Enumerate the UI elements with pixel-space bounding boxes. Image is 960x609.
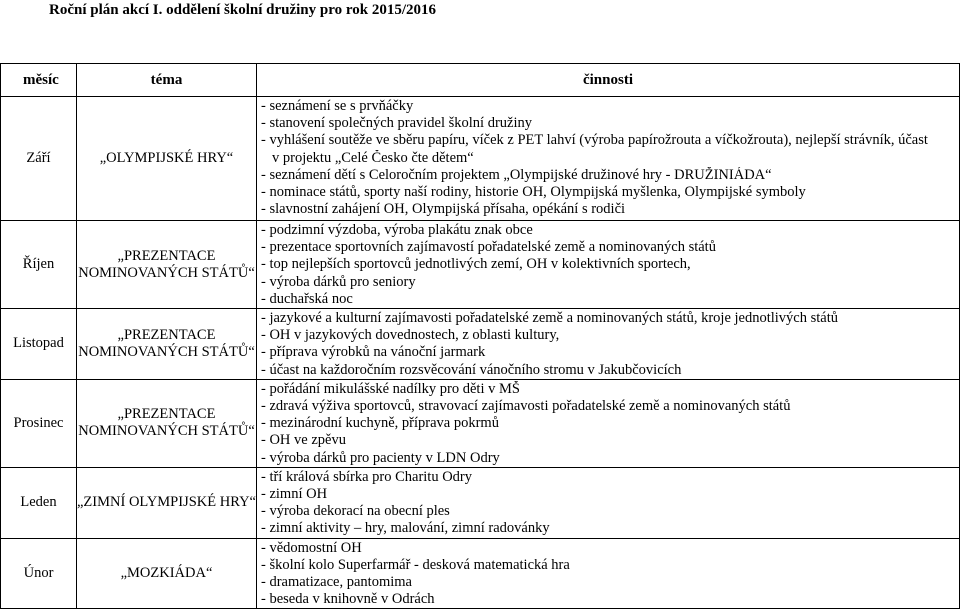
activity-item: - beseda v knihovně v Odrách — [261, 591, 435, 608]
activity-item: - podzimní výzdoba, výroba plakátu znak obce — [261, 222, 533, 238]
activity-item: - zimní OH — [261, 486, 328, 503]
activity-item: - slavnostní zahájení OH, Olympijská přísaha, opékání s rodiči — [261, 201, 626, 218]
activity-item: - vědomostní OH — [261, 539, 362, 556]
activities-cell — [257, 379, 960, 467]
month-cell: Říjen — [1, 221, 77, 309]
activity-item: - stanovení společných pravidel školní družiny — [261, 115, 533, 132]
activity-item: - účast na každoročním rozsvěcování vánočního stromu v Jakubčovicích — [261, 361, 682, 378]
activities-cell — [257, 221, 960, 309]
month-cell: Leden — [1, 467, 77, 538]
activity-item: - zimní aktivity – hry, malování, zimní radovánky — [261, 520, 550, 537]
activities-cell — [257, 309, 960, 380]
activity-item: - tří králová sbírka pro Charitu Odry — [261, 468, 473, 485]
header-month: měsíc — [1, 64, 77, 97]
theme-cell: „MOZKIÁDA“ — [77, 538, 257, 609]
header-activities: činnosti — [257, 64, 960, 97]
month-cell: Září — [1, 97, 77, 221]
activity-item: - mezinárodní kuchyně, příprava pokrmů — [261, 415, 499, 432]
activity-item: - top nejlepších sportovců jednotlivých zemí, OH v kolektivních sportech, — [261, 256, 691, 273]
activity-item: - příprava výrobků na vánoční jarmark — [261, 344, 486, 361]
theme-cell: „PREZENTACE NOMINOVANÝCH STÁTŮ“ — [77, 221, 257, 309]
theme-cell: „PREZENTACE NOMINOVANÝCH STÁTŮ“ — [77, 309, 257, 380]
header-row — [1, 64, 960, 97]
table-row — [1, 97, 960, 221]
activities-cell — [257, 467, 960, 538]
table-row — [1, 538, 960, 609]
activity-item: - výroba dekorací na obecní ples — [261, 503, 450, 520]
activity-item: - zdravá výživa sportovců, stravovací zajímavosti pořadatelské země a nominovaných států — [261, 398, 791, 415]
activities-cell — [257, 538, 960, 609]
activity-item: - jazykové a kulturní zajímavosti pořadatelské země a nominovaných států, kroje jednotlivých států — [261, 310, 839, 327]
month-cell: Únor — [1, 538, 77, 609]
activity-item: - OH v jazykových dovednostech, z oblasti kultury, — [261, 327, 560, 344]
month-cell: Prosinec — [1, 379, 77, 467]
activity-item: - prezentace sportovních zajímavostí pořadatelské země a nominovaných států — [261, 239, 716, 256]
theme-cell: „OLYMPIJSKÉ HRY“ — [77, 97, 257, 221]
activity-item: - školní kolo Superfarmář - desková matematická hra — [261, 556, 570, 573]
activity-item: - OH ve zpěvu — [261, 432, 346, 449]
activity-item: - seznámení dětí s Celoročním projektem „Olympijské družinové hry - DRUŽINIÁDA“ — [261, 166, 772, 183]
activity-item: - výroba dárků pro seniory — [261, 273, 416, 290]
activities-cell — [257, 97, 960, 221]
activity-item: v projektu „Celé Česko čte dětem“ — [272, 149, 474, 166]
activity-item: - dramatizace, pantomima — [261, 574, 412, 591]
activity-item: - výroba dárků pro pacienty v LDN Odry — [261, 449, 500, 466]
theme-cell: „PREZENTACE NOMINOVANÝCH STÁTŮ“ — [77, 379, 257, 467]
table-row — [1, 467, 960, 538]
plan-table — [0, 63, 960, 609]
table-row — [1, 309, 960, 380]
page-title: Roční plán akcí I. oddělení školní družiny pro rok 2015/2016 — [49, 2, 437, 18]
table-row — [1, 379, 960, 467]
activity-item: - duchařská noc — [261, 290, 353, 307]
month-cell: Listopad — [1, 309, 77, 380]
activity-item: - vyhlášení soutěže ve sběru papíru, víček z PET lahví (výroba papírožrouta a víčkožrouta), nejlepší strávník, účast — [261, 132, 928, 149]
activity-item: - pořádání mikulášské nadílky pro děti v MŠ — [261, 380, 520, 397]
table-row — [1, 221, 960, 309]
activity-item: - seznámení se s prvňáčky — [261, 98, 414, 114]
theme-cell: „ZIMNÍ OLYMPIJSKÉ HRY“ — [77, 467, 257, 538]
header-theme: téma — [77, 64, 257, 97]
activity-item: - nominace států, sporty naší rodiny, historie OH, Olympijská myšlenka, Olympijské symboly — [261, 184, 806, 201]
